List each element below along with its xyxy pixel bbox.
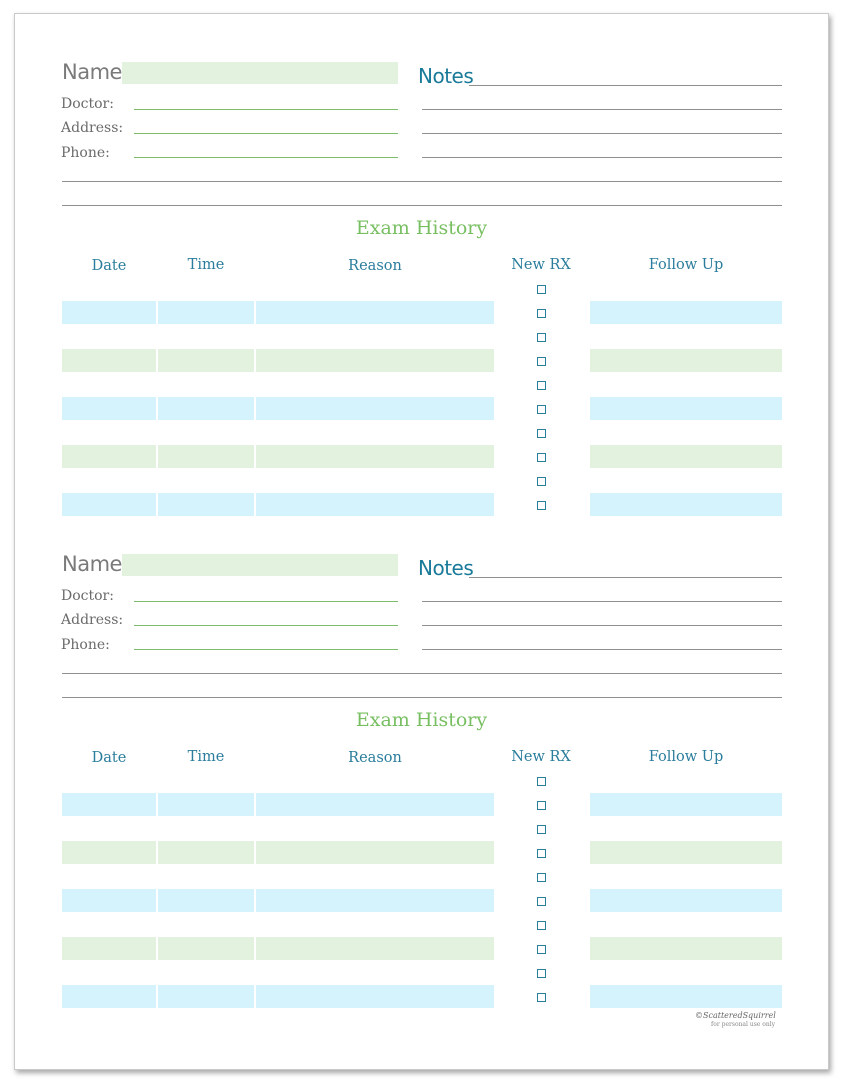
reason-cell[interactable] (256, 397, 494, 420)
follow-up-column-header: Follow Up (648, 749, 724, 765)
new-rx-checkbox[interactable] (537, 453, 546, 462)
doctor-label: Doctor: (61, 96, 114, 112)
new-rx-checkbox[interactable] (537, 333, 546, 342)
new-rx-checkbox[interactable] (537, 825, 546, 834)
time-column-header: Time (187, 257, 225, 273)
address-field[interactable] (134, 625, 398, 626)
notes-label: Notes (418, 556, 474, 580)
notes-line[interactable] (62, 205, 782, 206)
notes-line[interactable] (62, 673, 782, 674)
time-cell[interactable] (158, 349, 254, 372)
follow-up-cell[interactable] (590, 841, 782, 864)
notes-line[interactable] (422, 649, 782, 650)
time-cell[interactable] (158, 301, 254, 324)
date-cell[interactable] (62, 985, 156, 1008)
notes-line[interactable] (422, 109, 782, 110)
new-rx-checkbox[interactable] (537, 897, 546, 906)
new-rx-checkbox[interactable] (537, 405, 546, 414)
address-label: Address: (61, 120, 124, 136)
time-cell[interactable] (158, 889, 254, 912)
reason-cell[interactable] (256, 349, 494, 372)
reason-cell[interactable] (256, 889, 494, 912)
phone-label: Phone: (61, 145, 110, 161)
reason-cell[interactable] (256, 937, 494, 960)
date-cell[interactable] (62, 397, 156, 420)
follow-up-cell[interactable] (590, 301, 782, 324)
planner-page (14, 13, 829, 1070)
license-note: for personal use only (711, 1021, 776, 1028)
new-rx-checkbox[interactable] (537, 969, 546, 978)
reason-cell[interactable] (256, 793, 494, 816)
new-rx-checkbox[interactable] (537, 477, 546, 486)
date-cell[interactable] (62, 793, 156, 816)
new-rx-checkbox[interactable] (537, 873, 546, 882)
date-cell[interactable] (62, 301, 156, 324)
name-label: Name (62, 552, 122, 576)
time-cell[interactable] (158, 793, 254, 816)
time-cell[interactable] (158, 445, 254, 468)
new-rx-checkbox[interactable] (537, 801, 546, 810)
new-rx-checkbox[interactable] (537, 309, 546, 318)
follow-up-cell[interactable] (590, 445, 782, 468)
notes-line[interactable] (422, 625, 782, 626)
time-cell[interactable] (158, 985, 254, 1008)
reason-cell[interactable] (256, 841, 494, 864)
follow-up-cell[interactable] (590, 793, 782, 816)
date-cell[interactable] (62, 841, 156, 864)
doctor-label: Doctor: (61, 588, 114, 604)
date-column-header: Date (91, 750, 127, 766)
notes-line[interactable] (62, 181, 782, 182)
brand-name: ©ScatteredSquirrel (695, 1011, 776, 1020)
name-label: Name (62, 60, 122, 84)
contact-section-2 (15, 506, 828, 998)
phone-label: Phone: (61, 637, 110, 653)
exam-history-title: Exam History (355, 709, 488, 731)
notes-label: Notes (418, 64, 474, 88)
new-rx-checkbox[interactable] (537, 381, 546, 390)
contact-section-1 (15, 14, 828, 506)
phone-field[interactable] (134, 157, 398, 158)
notes-line[interactable] (469, 85, 782, 86)
reason-cell[interactable] (256, 445, 494, 468)
time-cell[interactable] (158, 937, 254, 960)
phone-field[interactable] (134, 649, 398, 650)
brand-logo (695, 1011, 776, 1029)
new-rx-checkbox[interactable] (537, 285, 546, 294)
reason-cell[interactable] (256, 301, 494, 324)
address-field[interactable] (134, 133, 398, 134)
time-cell[interactable] (158, 841, 254, 864)
new-rx-checkbox[interactable] (537, 357, 546, 366)
new-rx-checkbox[interactable] (537, 777, 546, 786)
notes-line[interactable] (469, 577, 782, 578)
new-rx-checkbox[interactable] (537, 945, 546, 954)
follow-up-cell[interactable] (590, 349, 782, 372)
notes-line[interactable] (62, 697, 782, 698)
reason-column-header: Reason (348, 750, 402, 766)
time-column-header: Time (187, 749, 225, 765)
doctor-field[interactable] (134, 109, 398, 110)
notes-line[interactable] (422, 601, 782, 602)
follow-up-cell[interactable] (590, 889, 782, 912)
new-rx-checkbox[interactable] (537, 993, 546, 1002)
new-rx-checkbox[interactable] (537, 921, 546, 930)
address-label: Address: (61, 612, 124, 628)
follow-up-cell[interactable] (590, 937, 782, 960)
reason-cell[interactable] (256, 985, 494, 1008)
follow-up-cell[interactable] (590, 985, 782, 1008)
doctor-field[interactable] (134, 601, 398, 602)
date-cell[interactable] (62, 349, 156, 372)
follow-up-column-header: Follow Up (648, 257, 724, 273)
date-cell[interactable] (62, 445, 156, 468)
new-rx-checkbox[interactable] (537, 429, 546, 438)
new-rx-column-header: New RX (511, 749, 571, 765)
notes-line[interactable] (422, 133, 782, 134)
time-cell[interactable] (158, 397, 254, 420)
date-cell[interactable] (62, 889, 156, 912)
name-input[interactable] (122, 62, 398, 84)
date-cell[interactable] (62, 937, 156, 960)
notes-line[interactable] (422, 157, 782, 158)
date-column-header: Date (91, 258, 127, 274)
name-input[interactable] (122, 554, 398, 576)
new-rx-column-header: New RX (511, 257, 571, 273)
new-rx-checkbox[interactable] (537, 849, 546, 858)
reason-column-header: Reason (348, 258, 402, 274)
follow-up-cell[interactable] (590, 397, 782, 420)
exam-history-title: Exam History (355, 217, 488, 239)
